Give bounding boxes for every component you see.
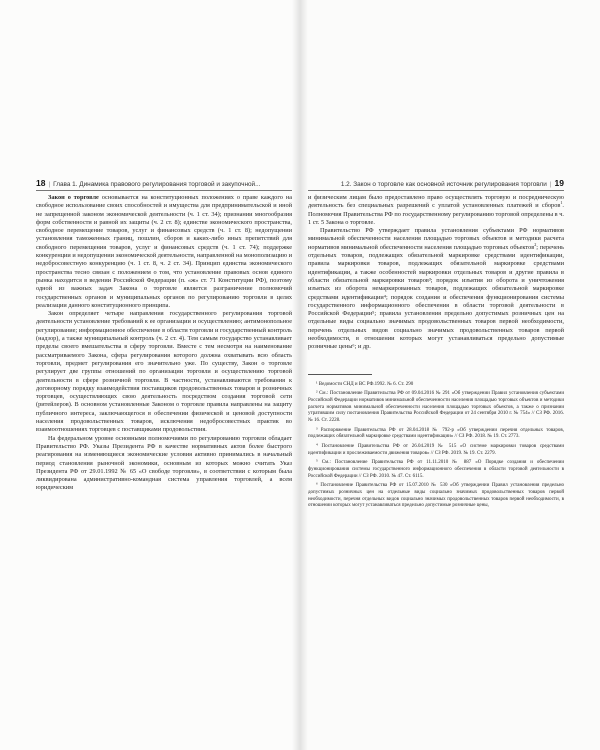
footnote: ⁶ Постановление Правительства РФ от 15.07.2010 № 530 «Об утверждении Правил установления предельно допустимых розничных цен на отдельные виды социально значимых продовольственных товаров первой необходимости, перечня отдельных видов социально значимых продовольственных товаров первой необходимости, в отношении которых могут устанавливаться предельно допустимые розничные цены, — [308, 482, 564, 509]
footnotes — [308, 382, 564, 511]
paragraph-text: На федеральном уровне основными полномочиями по регулированию торговли обладает Правительство РФ. Указы Президента РФ в качестве нормативных актов более быстрого реагирования на изменяющиеся экономические условия активно принимались в начальный период становления рыночной экономики, основным из которых можно считать Указ Президента РФ от 29.01.1992 № 65 «О свободе торговли», в соответствии с которым была ликвидирована административно-командная система управления торговлей, а всем юридическим — [36, 434, 292, 492]
paragraph — [36, 435, 292, 493]
footnote-ref: 1 — [560, 200, 563, 206]
footnote: ⁵ См.: Постановление Правительства РФ от 11.11.2010 № 887 «О Порядке создания и обеспечении функционирования системы государственного информационного обеспечения в области торговой деятельности в Российской Федерации // СЗ РФ. 2010. № 47. Ст. 6115. — [308, 459, 564, 479]
book-gutter-shadow — [292, 0, 308, 750]
footnote-ref: 2 — [534, 241, 537, 247]
right-running-head-title: 1.2. Закон о торговле как основной источник регулирования торговли — [340, 181, 547, 188]
footnote: ² См.: Постановление Правительства РФ от 09.04.2016 № 291 «Об утверждении Правил установления субъектами Российской Федерации нормативов минимальной обеспеченности населения площадью торговых объектов и методики расчета нормативов минимальной обеспеченности населения площадью торговых объектов, а также о признании утратившим силу постановления Правительства Российской Федерации от 24 сентября 2010 г. № 754» // СЗ РФ. 2016. № 16. Ст. 2228. — [308, 391, 564, 424]
paragraph-lead: Закон о торговле — [48, 194, 99, 201]
right-body-text — [308, 194, 564, 513]
right-running-head: 1.2. Закон о торговле как основной источник регулирования торговли | 19 — [308, 176, 564, 191]
paragraph-text: и физическим лицам было предоставлено право осуществлять торговую и посредническую деятельность без специальных разрешений с уплатой установленных платежей и сборов — [308, 194, 564, 210]
paragraph-text: Закон определяет четыре направления государственного регулирования торговой деятельности установление требований к ее организации и осуществлению; антимонопольное регулирование; информационное обеспечение в области торговли и государственный контроль (надзор), а также муниципальный контроль (ч. 2 ст. 4). Тем самым государство устанавливает пределы своего вмешательства в сферу торговли. Вместе с тем несмотря на наименование рассматриваемого Закона, сфера регулирования которого должна охватывать всю область торговли, предмет регулирования его значительно уже. По существу, Закон о торговле регулирует две группы отношений по организации торговли и осуществлению торговой деятельности в сфере розничной торговли. В частности, устанавливаются требования к договорному порядку взаимодействия поставщиков продовольственных товаров и розничных торговцев, осуществляющих свою деятельность посредством создания торговой сети (ритейлеров). В основном установленные Законом о торговле правила направлены на защиту публичного интереса, заключающегося в обеспечении физической и ценовой доступности населения продовольственных товаров, исключения недобросовестных практик во взаимоотношениях торговцев с поставщиками продовольствия. — [36, 310, 292, 434]
footnote: ³ Распоряжение Правительства РФ от 28.04.2018 № 792-р «Об утверждении перечня отдельных товаров, подлежащих обязательной маркировке средствами идентификации» // СЗ РФ. 2018. № 19. Ст. 2773. — [308, 427, 564, 440]
right-page — [300, 0, 600, 750]
paragraph — [308, 227, 564, 351]
footnote: ⁴ Постановление Правительства РФ от 26.04.2019 № 515 «О системе маркировки товаров средствами идентификации и прослеживаемости движения товаров» // СЗ РФ. 2019. № 19. Ст. 2279. — [308, 443, 564, 456]
left-body-text — [36, 194, 292, 493]
footnote-divider — [308, 374, 372, 375]
paragraph-tail: . Полномочия Правительства РФ по государственному регулированию торговой определены в ч. 1 ст. 5 Закона о торговле. — [308, 202, 564, 226]
right-page-number: 19 — [554, 178, 564, 188]
footnote: ¹ Ведомости СНД и ВС РФ.1992. № 6. Ст. 290 — [316, 381, 414, 387]
left-running-head-title: Глава 1. Динамика правового регулирования торговой и закупочной... — [53, 181, 261, 188]
paragraph — [308, 194, 564, 227]
paragraph-text: Правительство РФ утверждает правила установления субъектами РФ нормативов минимальной обеспеченности населения площадью торговых объектов и методики расчета нормативов минимальной обеспеченности населения площадью торговых объектов — [308, 227, 564, 251]
paragraph — [36, 194, 292, 310]
paragraph-tail: ; перечень отдельных товаров, подлежащих обязательной маркировке средствами идентификации, правила маркировки товаров, подлежащих обязательной маркировке средствами идентификации, а также особенностей маркировки отдельных товаров и другие правила в области обязательной маркировки товаров³; порядок изъятия из оборота и уничтожения изъятых из оборота немаркированных товаров, подлежащих обязательной маркировке средствами идентификации⁴; порядок создания и обеспечения функционирования системы государственного информационного обеспечения в области торговой деятельности в Российской Федерации⁵; правила установления предельно допустимых розничных цен на отдельные виды социально значимых продовольственных товаров первой необходимости, перечень отдельных видов социально значимых продовольственных товаров первой необходимости, в отношении которых могут устанавливаться предельно допустимые розничные цены⁶; и др. — [308, 243, 564, 351]
left-page-number: 18 — [36, 178, 46, 188]
paragraph — [36, 310, 292, 434]
paragraph-text: основывается на конституционных положениях о праве каждого на свободное использование своих способностей и имущества для предпринимательской и иной не запрещенной законом экономической деятельности (ч. 1 ст. 34); признании многообразия форм собственности и равной их защиты (ч. 2 ст. 8); единстве экономического пространства, свободное перемещение товаров, услуг и финансовых средств (ч. 1 ст. 8); недопущении установления таможенных границ, пошлин, сборов и каких-либо иных препятствий для свободного перемещения товаров, услуг и финансовых средств (ч. 1 ст. 74); поддержке конкуренции и недопущении экономической деятельности, направленной на монополизацию и недобросовестную конкуренцию (ч. 1 ст. 8, ч. 2 ст. 34). Принцип единства экономического пространства тесно связан с положением о том, что установление правовых основ единого рынка находится в ведении Российской Федерации (п. «ж» ст. 71 Конституции РФ), поэтому одной из важных задач Закона о торговле является разграничение полномочий государственных органов и муниципальных органов по регулированию торговли в целях реализации данного конституционного принципа. — [36, 194, 292, 309]
left-running-head: 18 | Глава 1. Динамика правового регулирования торговой и закупочной... — [36, 176, 292, 191]
